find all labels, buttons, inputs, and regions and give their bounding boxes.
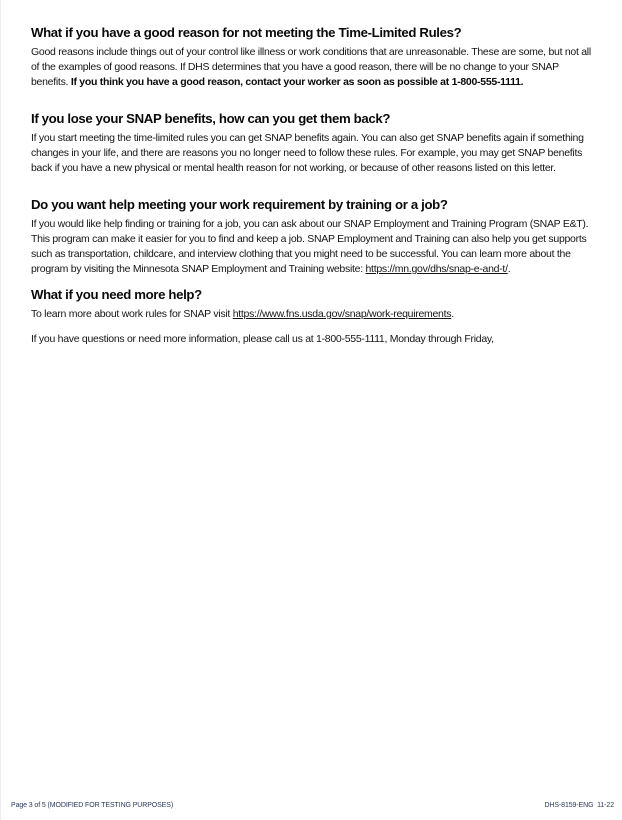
section-heading: Do you want help meeting your work requirement by training or a job?	[31, 197, 448, 212]
document-body	[31, 24, 596, 347]
hyperlink[interactable]: https://www.fns.usda.gov/snap/work-requirements	[232, 308, 452, 320]
page-footer	[11, 802, 614, 809]
hyperlink[interactable]: https://mn.gov/dhs/snap-e-and-t/	[365, 263, 508, 275]
document-section	[31, 286, 596, 347]
footer-page-number: Page 3 of 5 (MODIFIED FOR TESTING PURPOSES)	[11, 802, 174, 809]
body-text: Good reasons include things out of your control like illness or work conditions that are unreasonable. These are some, but not all of the examples of good reasons. If DHS determines that you have a good reason, there will be no change to your SNAP benefits.	[31, 46, 591, 88]
emphasis-text: If you think you have a good reason, contact your worker as soon as possible at 1-800-555-1111.	[70, 76, 524, 88]
document-section	[31, 24, 596, 90]
footer-form-number: DHS-8159-ENG 11-22	[544, 802, 614, 809]
body-text: .	[507, 263, 511, 275]
body-text: .	[451, 308, 454, 320]
section-heading: What if you need more help?	[31, 287, 202, 302]
document-section	[31, 196, 596, 277]
paragraph	[31, 332, 596, 347]
body-text: If you have questions or need more information, please call us at 1-800-555-1111, Monday through Friday,	[31, 333, 494, 345]
paragraph	[31, 131, 596, 176]
document-section	[31, 110, 596, 176]
paragraph	[31, 217, 596, 277]
section-heading: What if you have a good reason for not meeting the Time-Limited Rules?	[31, 25, 462, 40]
body-text: To learn more about work rules for SNAP visit	[31, 308, 233, 320]
section-heading: If you lose your SNAP benefits, how can you get them back?	[31, 111, 391, 126]
body-text: If you would like help finding or training for a job, you can ask about our SNAP Employment and Training Program (SNAP E&T). This program can make it easier for you to find and keep a job. SNAP Employment and Training can also help you get supports such as transportation, childcare, and interview clothing that you might need to be successful. You can learn more about the program by visiting the Minnesota SNAP Employment and Training website:	[31, 218, 589, 275]
body-text: If you start meeting the time-limited rules you can get SNAP benefits again. You can also get SNAP benefits again if something changes in your life, and there are reasons you no longer need to follow these rules. For example, you may get SNAP benefits back if you have a new physical or mental health reason for not working, or because of other reasons listed on this letter.	[31, 132, 584, 174]
paragraph	[31, 45, 596, 90]
paragraph	[31, 307, 596, 322]
